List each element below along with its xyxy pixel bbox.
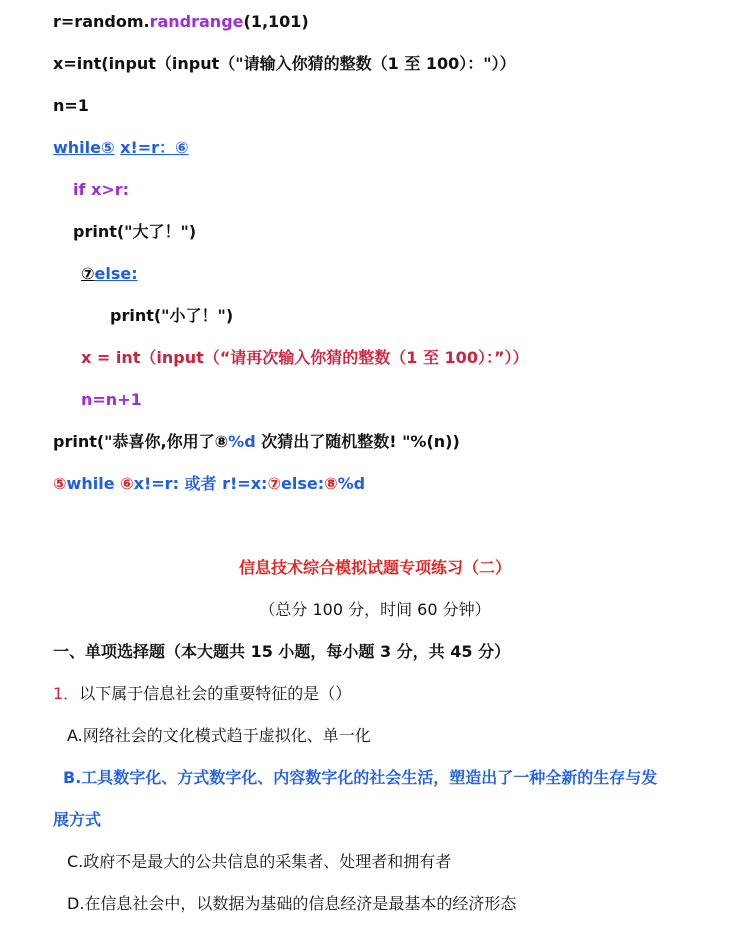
code-text: while⑤ [53, 138, 115, 157]
option-c: C.政府不是最大的公共信息的采集者、处理者和拥有者 [67, 852, 452, 871]
answer-text: while [66, 474, 121, 493]
code-line-5: if x>r: [73, 180, 130, 199]
code-text: %d [228, 432, 256, 451]
answer-text: x!=r: 或者 r!=x: [133, 474, 268, 493]
exam-subtitle: （总分 100 分，时间 60 分钟） [259, 600, 491, 619]
code-line-6: print("大了！") [73, 222, 197, 241]
answer-marker: ⑧ [324, 474, 338, 493]
code-line-4 [53, 137, 189, 159]
answer-text: %d [337, 474, 366, 493]
question-text: 以下属于信息社会的重要特征的是（） [79, 684, 352, 703]
option-d: D.在信息社会中，以数据为基础的信息经济是最基本的经济形态 [67, 894, 517, 913]
option-b-continued: 展方式 [53, 810, 102, 829]
answer-marker: ⑤ [53, 474, 67, 493]
code-text: 次猜出了随机整数! "%(n)) [255, 432, 460, 451]
answer-marker: ⑦ [267, 474, 281, 493]
code-line-1 [53, 11, 309, 33]
answer-text: else: [280, 474, 325, 493]
question-number: 1． [53, 684, 80, 703]
code-text: r=random. [53, 12, 150, 31]
option-b: B.工具数字化、方式数字化、内容数字化的社会生活，塑造出了一种全新的生存与发 [63, 768, 658, 787]
code-line-3: n=1 [53, 96, 89, 115]
answer-marker: ⑥ [120, 474, 134, 493]
code-line-7 [81, 263, 138, 285]
code-line-9: x = int（input（“请再次输入你猜的整数（1 至 100）：”）） [81, 348, 529, 367]
code-text: x!=r：⑥ [120, 138, 189, 157]
code-line-8: print("小了！") [110, 306, 234, 325]
code-line-2: x=int(input（input（"请输入你猜的整数（1 至 100）："）） [53, 54, 516, 73]
section-heading: 一、单项选择题（本大题共 15 小题，每小题 3 分，共 45 分） [53, 642, 511, 661]
option-a: A.网络社会的文化模式趋于虚拟化、单一化 [67, 726, 371, 745]
code-text: (1,101) [243, 12, 309, 31]
code-text: else: [94, 264, 138, 283]
answer-line [53, 473, 365, 495]
question-1 [53, 683, 351, 705]
code-text: randrange [149, 12, 244, 31]
exam-title: 信息技术综合模拟试题专项练习（二） [238, 558, 511, 577]
code-line-10: n=n+1 [81, 390, 142, 409]
code-text: print("恭喜你,你用了⑧ [53, 432, 229, 451]
code-line-11 [53, 431, 460, 453]
code-text: ⑦ [81, 264, 95, 283]
